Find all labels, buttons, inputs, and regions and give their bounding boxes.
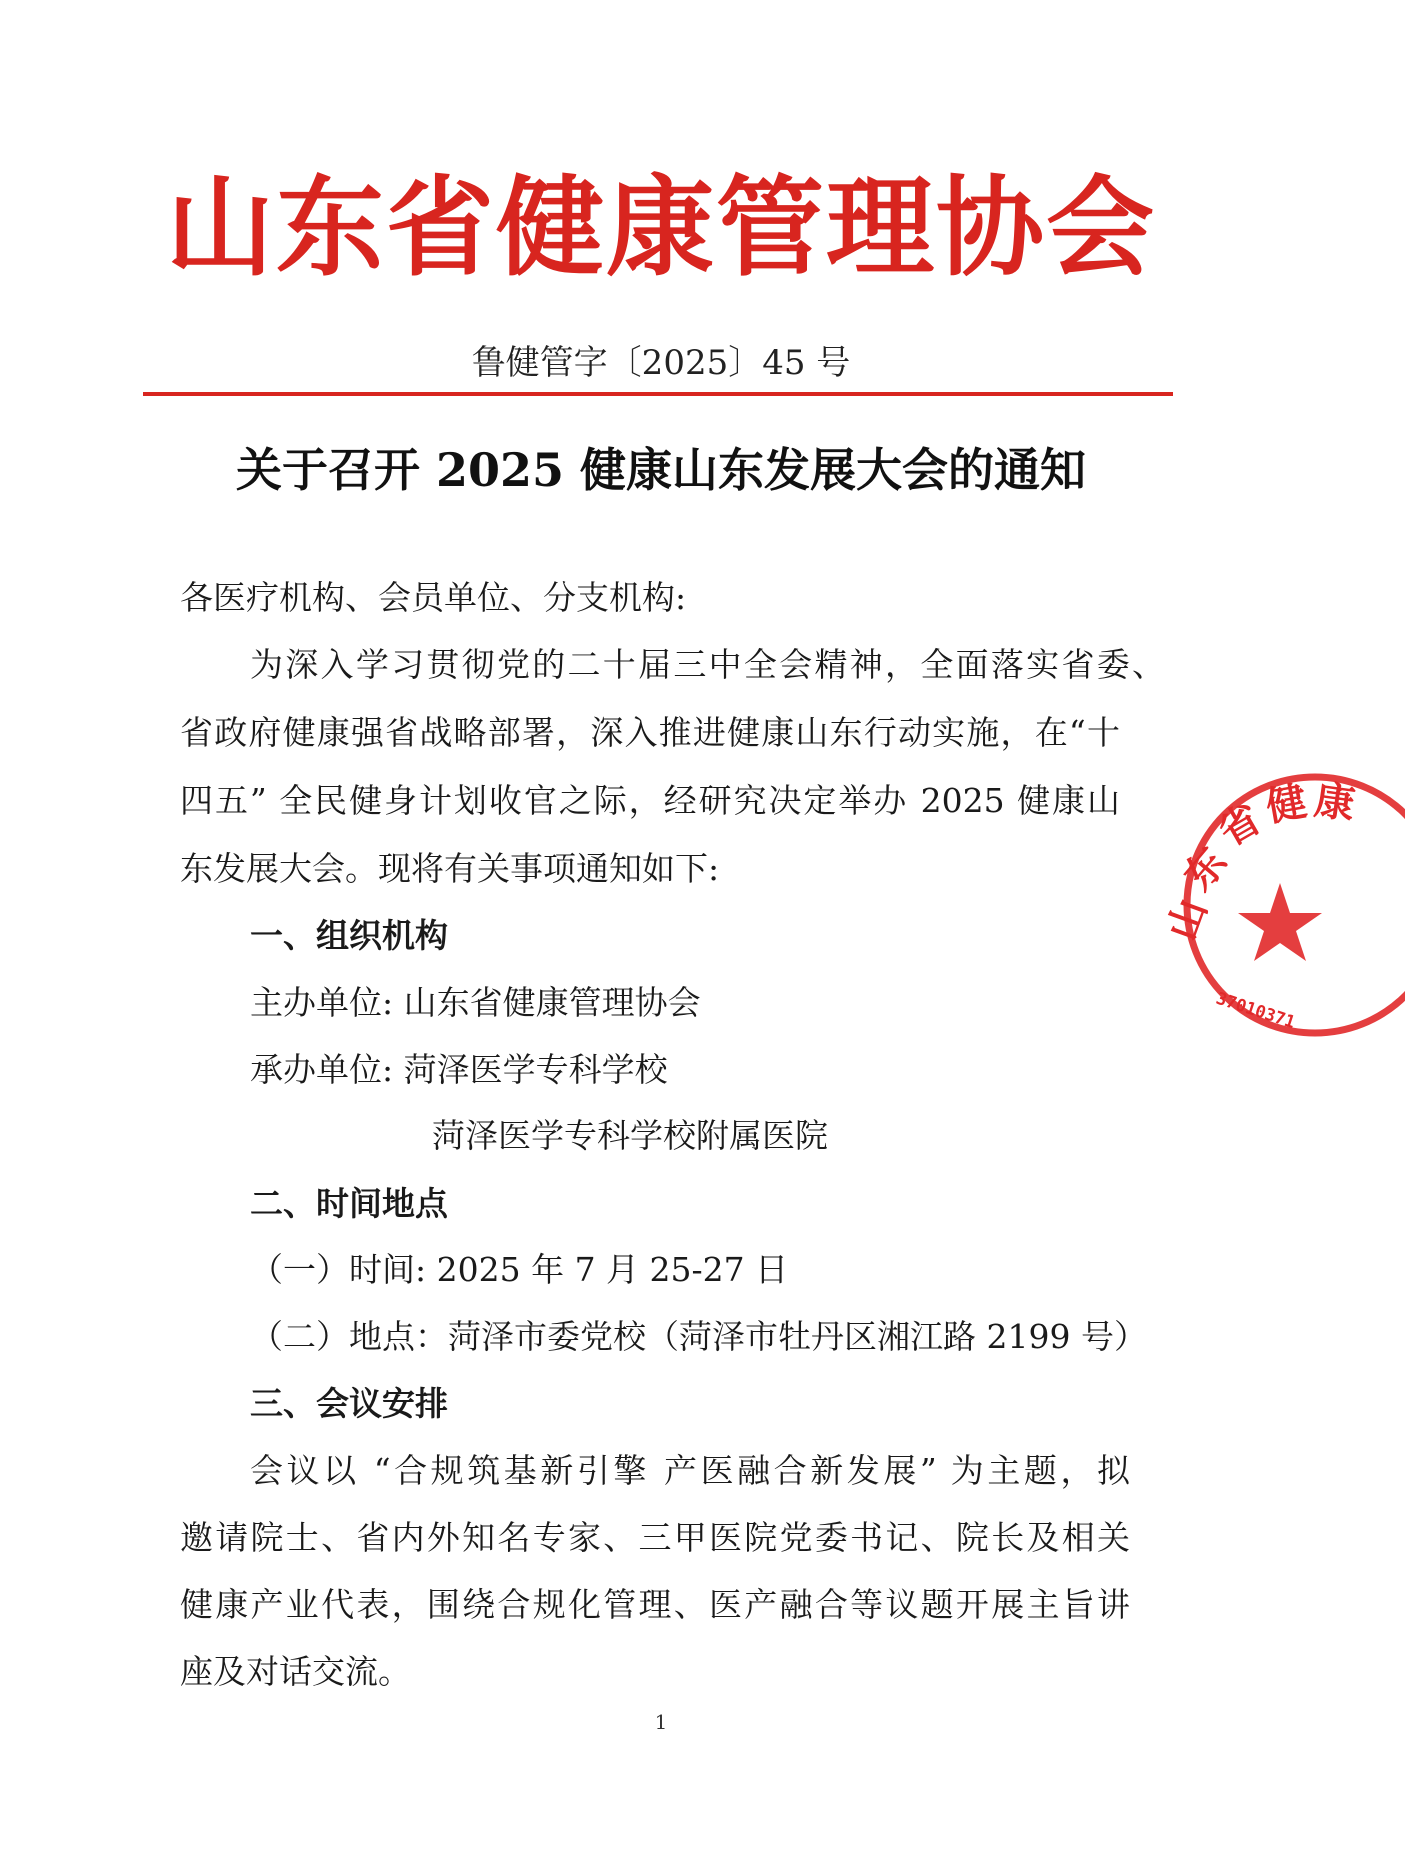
section-heading-organization: 一、组织机构: [250, 916, 448, 955]
intro-line-3: 四五” 全民健身计划收官之际，经研究决定举办 2025 健康山: [180, 781, 1120, 820]
svg-text:37010371: 37010371: [1213, 988, 1298, 1034]
section-heading-arrangement: 三、会议安排: [250, 1384, 448, 1423]
svg-text:东: 东: [1175, 839, 1237, 900]
page-number: 1: [654, 1710, 668, 1734]
intro-line-1: 为深入学习贯彻党的二十届三中全会精神，全面落实省委、: [250, 645, 1165, 684]
host-unit: 主办单位: 山东省健康管理协会: [250, 983, 701, 1022]
intro-line-2: 省政府健康强省战略部署，深入推进健康山东行动实施，在“十: [180, 713, 1120, 752]
notice-title: 关于召开 2025 健康山东发展大会的通知: [235, 443, 1087, 497]
document-number: 鲁健管字〔2025〕45 号: [471, 343, 851, 383]
red-divider-line: [143, 392, 1173, 396]
section-heading-time-place: 二、时间地点: [250, 1184, 448, 1223]
svg-text:康: 康: [1311, 777, 1358, 829]
salutation: 各医疗机构、会员单位、分支机构:: [180, 578, 687, 617]
arrangement-line-2: 邀请院士、省内外知名专家、三甲医院党委书记、院长及相关: [180, 1518, 1130, 1557]
svg-text:健: 健: [1262, 778, 1311, 831]
arrangement-line-1: 会议以 “合规筑基新引擎 产医融合新发展” 为主题，拟: [250, 1451, 1130, 1490]
svg-text:山: 山: [1159, 893, 1217, 947]
intro-line-4: 东发展大会。现将有关事项通知如下:: [180, 849, 720, 888]
organizer-unit: 承办单位: 菏泽医学专科学校: [250, 1050, 668, 1089]
official-seal-stamp: [1159, 765, 1405, 1045]
meeting-time: （一）时间: 2025 年 7 月 25-27 日: [250, 1250, 789, 1289]
organization-title: 山东省健康管理协会: [165, 166, 1156, 291]
arrangement-line-4: 座及对话交流。: [180, 1652, 411, 1691]
arrangement-line-3: 健康产业代表，围绕合规化管理、医产融合等议题开展主旨讲: [180, 1585, 1130, 1624]
organizer-unit-2: 菏泽医学专科学校附属医院: [432, 1116, 828, 1155]
meeting-place: （二）地点：菏泽市委党校（菏泽市牡丹区湘江路 2199 号）: [250, 1317, 1147, 1356]
svg-text:省: 省: [1211, 795, 1269, 856]
